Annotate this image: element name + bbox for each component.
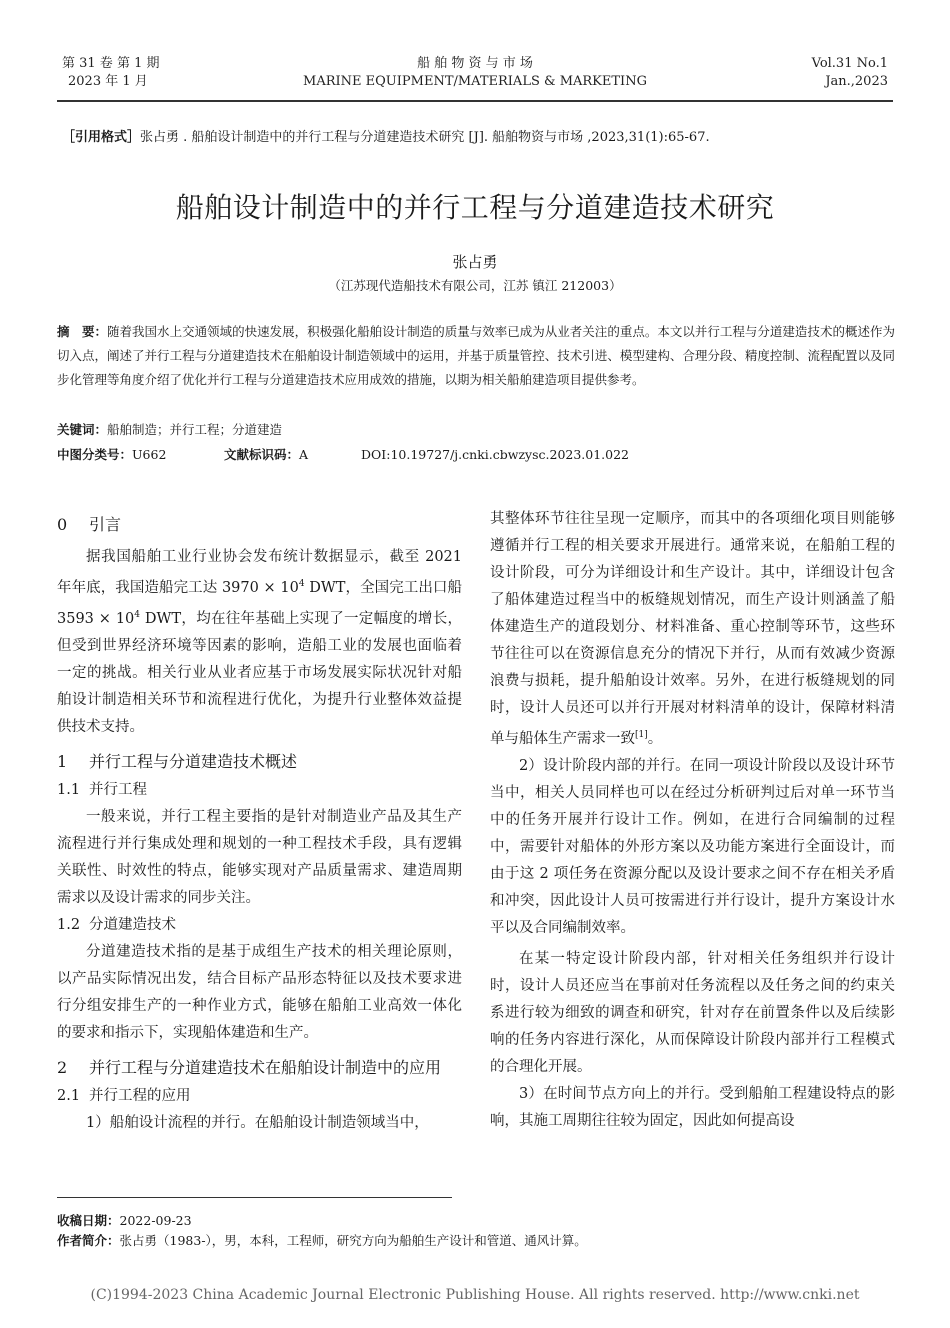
paper-title: 船舶设计制造中的并行工程与分道建造技术研究: [175, 191, 775, 224]
bio-label: 作者简介：: [57, 1233, 120, 1248]
subsection-heading: [57, 912, 462, 939]
clc-value: U662: [132, 447, 167, 462]
header-journal: [200, 55, 750, 91]
subsection-title: 分道建造技术: [89, 916, 176, 933]
paragraph: 1）船舶设计流程的并行。在船舶设计制造领域当中，: [86, 1114, 429, 1131]
doi: DOI:10.19727/j.cnki.cbwzysc.2023.01.022: [361, 447, 630, 462]
header-journal-cn: 船 舶 物 资 与 市 场: [417, 56, 533, 71]
header-rule: [57, 100, 893, 102]
header-date-cn: 2023 年 1 月: [68, 74, 148, 89]
paragraph: 其整体环节往往呈现一定顺序，而其中的各项细化项目则能够遵循并行工程的相关要求开展进行。通常来说，在船舶工程的设计阶段，可分为详细设计和生产设计。其中，详细设计包含了船体建造过程当中的板缝规划情况，而生产设计则涵盖了船体建造生产的道段划分、材料准备、重心控制等环节，这些环节往往可以在资源信息充分的情况下并行，从而有效减少资源浪费与损耗，提升船舶设计效率。另外，在进行板缝规划的同时，设计人员还可以并行开展对材料清单的设计，保障材料清单与船体生产需求一致[1]。: [490, 511, 895, 747]
subsection-number: 1.2: [57, 916, 81, 933]
doc-code-value: A: [299, 447, 309, 462]
section-title: 并行工程与分道建造技术概述: [89, 751, 298, 771]
author-affiliation: （江苏现代造船技术有限公司，江苏 镇江 212003）: [328, 278, 622, 293]
superscript: 4: [298, 579, 305, 589]
subsection-number: 2.1: [57, 1087, 81, 1104]
keywords-label: 关键词：: [57, 422, 108, 437]
header-volume-en: Vol.31 No.1: [811, 56, 888, 71]
subsection-title: 并行工程的应用: [89, 1087, 191, 1104]
body-left-column: [57, 510, 462, 1137]
citation-ref: [1]: [635, 730, 648, 740]
clc-label: 中图分类号：: [57, 447, 133, 462]
citation-label: ［引用格式］: [62, 130, 141, 145]
section-heading: [57, 1053, 462, 1083]
subsection-number: 1.1: [57, 781, 81, 798]
doc-code-label: 文献标识码：: [224, 447, 300, 462]
section-number: 1: [57, 751, 68, 771]
abstract: [57, 320, 895, 392]
subsection-title: 并行工程: [89, 781, 147, 798]
body-right-column: [490, 506, 895, 1135]
section-number: 0: [57, 515, 68, 534]
classification-line: [57, 445, 629, 465]
abstract-label: 摘 要：: [57, 324, 108, 339]
received-label: 收稿日期：: [57, 1213, 120, 1228]
section-heading: [57, 747, 462, 777]
received-date: [57, 1211, 895, 1231]
author-bio: [57, 1231, 895, 1251]
keywords-text: 船舶制造；并行工程；分道建造: [107, 422, 283, 437]
section-heading: [57, 510, 462, 540]
abstract-text: 随着我国水上交通领域的快速发展，积极强化船舶设计制造的质量与效率已成为从业者关注的重点。本文以并行工程与分道建造技术的概述作为切入点，阐述了并行工程与分道建造技术在船舶设计制造领域中的运用，并基于质量管控、技术引进、模型建构、合理分段、精度控制、流程配置以及同步化管理等角度介绍了优化并行工程与分道建造技术应用成效的措施，以期为相关船舶建造项目提供参考。: [57, 324, 895, 387]
received-value: 2022-09-23: [119, 1213, 192, 1228]
author-name: 张占勇: [452, 253, 498, 271]
section-title: 并行工程与分道建造技术在船舶设计制造中的应用: [89, 1057, 442, 1077]
citation-text: 张占勇 . 船舶设计制造中的并行工程与分道建造技术研究 [J]. 船舶物资与市场 ,2023,31(1):65-67.: [140, 130, 710, 145]
paragraph: 一般来说，并行工程主要指的是针对制造业产品及其生产流程进行并行集成处理和规划的一种工程技术手段，具有逻辑关联性、时效性的特点，能够实现对产品质量需求、建造周期需求以及设计需求的同步关注。: [57, 808, 462, 906]
keywords: [57, 420, 282, 440]
subsection-heading: [57, 777, 462, 804]
header-volume-issue: [62, 55, 159, 91]
footnote-rule: [57, 1197, 452, 1198]
header-date-en: Jan.,2023: [825, 74, 888, 89]
section-number: 2: [57, 1057, 68, 1077]
paragraph: 3）在时间节点方向上的并行。受到船舶工程建设特点的影响，其施工周期往往较为固定，因此如何提高设: [490, 1085, 895, 1129]
header-volume-cn: 第 31 卷 第 1 期: [62, 56, 160, 71]
paragraph: 分道建造技术指的是基于成组生产技术的相关理论原则，以产品实际情况出发，结合目标产品形态特征以及技术要求进行分组安排生产的一种作业方式，能够在船舶工业高效一体化的要求和指示下，实现船体建造和生产。: [57, 943, 462, 1041]
section-title: 引言: [89, 515, 122, 534]
paragraph: 在某一特定设计阶段内部，针对相关任务组织并行设计时，设计人员还应当在事前对任务流程以及任务之间的约束关系进行较为细致的调查和研究，针对存在前置条件以及后续影响的任务内容进行深化，从而保障设计阶段内部并行工程模式的合理化开展。: [490, 950, 895, 1075]
citation: [62, 129, 892, 147]
paragraph: 据我国船舶工业行业协会发布统计数据显示，截至 2021 年年底，我国造船完工达 $3970 \times 10^4$ DWT，全国完工出口船 $3593 \times 10^4$ DWT，均在往年基础上实现了一定幅度的增长，但受到世界经济环境等因素的影响，造船工业的发展也面临着一定的挑战。相关行业从业者应基于市场发展实际状况针对船舶设计制造相关环节和流程进行优化，为提升行业整体效益提供技术支持。: [57, 549, 463, 735]
subsection-heading: [57, 1083, 462, 1110]
header-volume-en-block: [812, 55, 888, 91]
superscript: 4: [134, 609, 141, 620]
paragraph: 2）设计阶段内部的并行。在同一项设计阶段以及设计环节当中，相关人员同样也可以在经过分析研判过后对单一环节当中的任务开展并行设计工作。例如，在进行合同编制的过程中，需要针对船体的外形方案以及功能方案进行全面设计，而由于这 2 项任务在资源分配以及设计要求之间不存在相关矛盾和冲突，因此设计人员可按需进行并行设计，提升方案设计水平以及合同编制效率。: [490, 757, 895, 936]
bio-text: 张占勇（1983-），男，本科，工程师，研究方向为船舶生产设计和管道、通风计算。: [119, 1233, 587, 1248]
copyright-line: (C)1994-2023 China Academic Journal Electronic Publishing House. All rights reserved. http://www.cnki.net: [90, 1287, 860, 1303]
header-journal-en: MARINE EQUIPMENT/MATERIALS & MARKETING: [303, 74, 647, 89]
